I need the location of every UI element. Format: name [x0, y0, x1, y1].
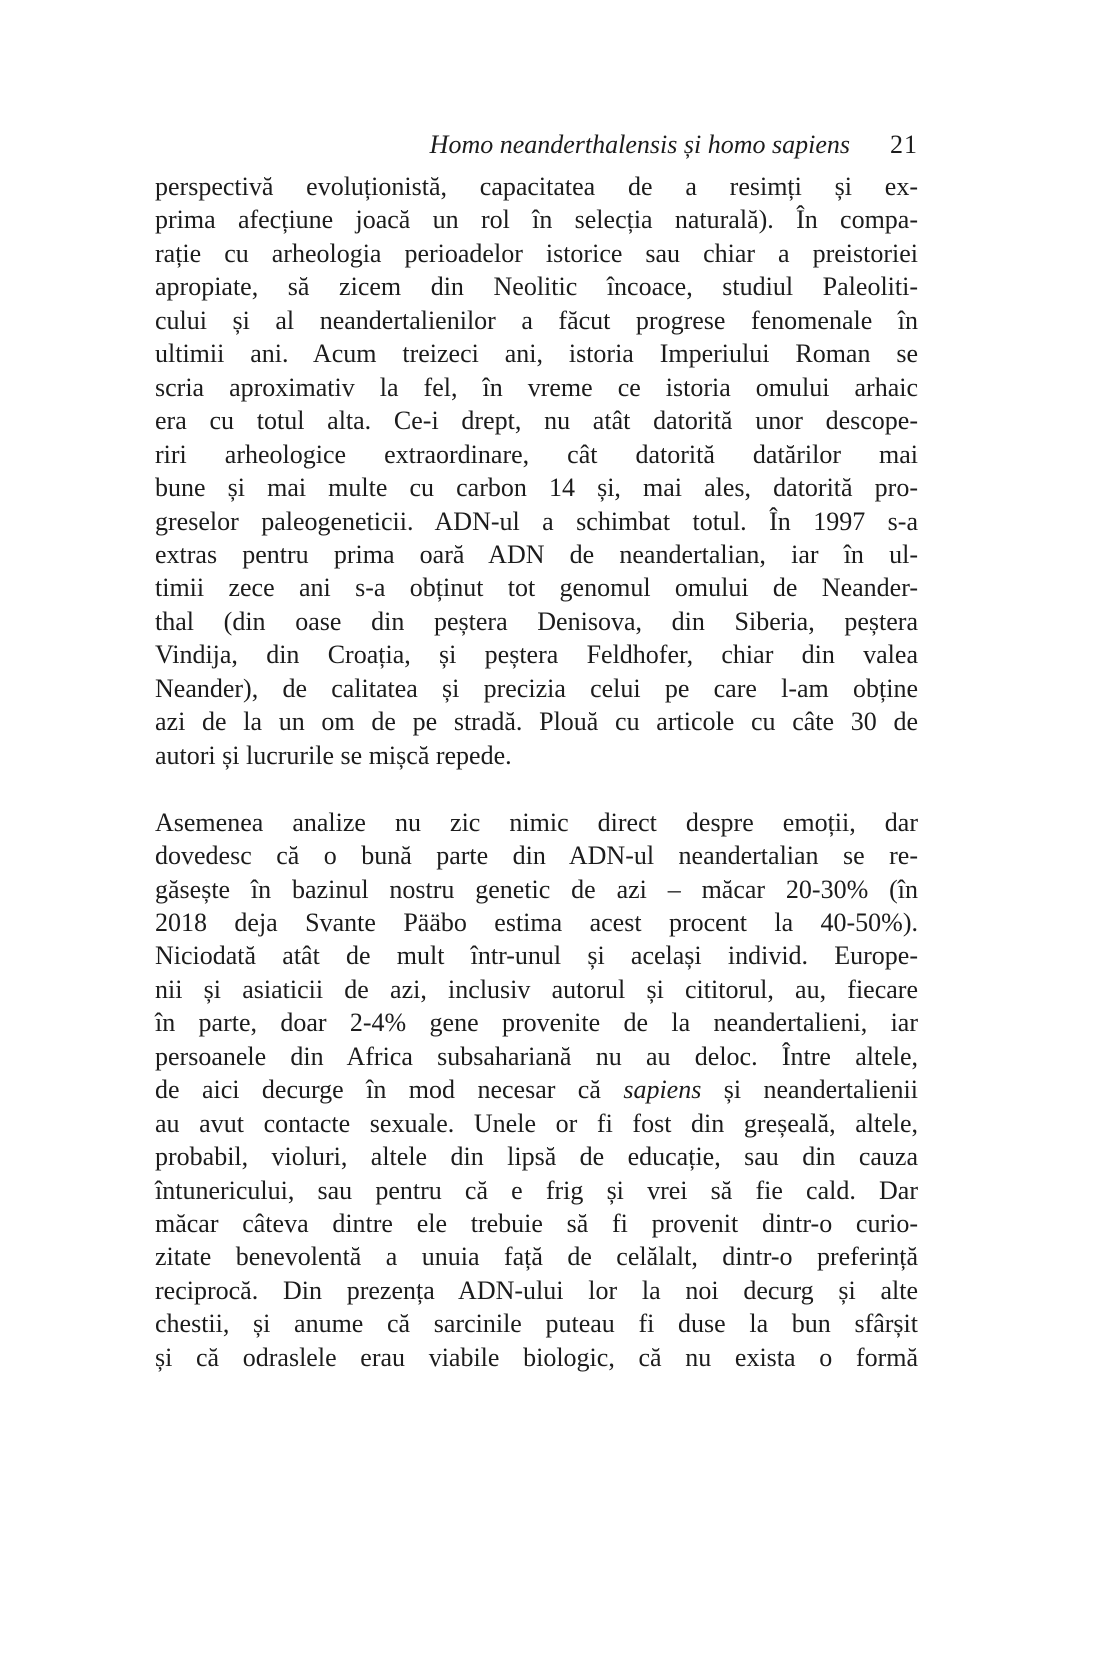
text-segment: era cu totul alta. Ce-i drept, nu atât datorită unor descope- — [155, 406, 918, 436]
text-segment: thal (din oase din peștera Denisova, din Siberia, peștera — [155, 606, 918, 636]
text-line — [155, 1006, 918, 1039]
text-line — [155, 203, 918, 236]
paragraph — [155, 806, 918, 1375]
text-segment: și neandertalienii — [701, 1075, 918, 1105]
text-line — [155, 505, 918, 538]
text-line — [155, 839, 918, 872]
text-segment: ultimii ani. Acum treizeci ani, istoria Imperiului Roman se — [155, 339, 918, 369]
text-segment: prima afecțiune joacă un rol în selecția naturală). În compa- — [155, 205, 918, 235]
text-segment: de aici decurge în mod necesar că — [155, 1075, 624, 1105]
text-segment: Neander), de calitatea și precizia celui pe care l-am obține — [155, 673, 918, 703]
text-segment: rație cu arheologia perioadelor istorice sau chiar a preistoriei — [155, 238, 918, 268]
text-segment: zitate benevolentă a unuia față de celălalt, dintr-o preferință — [155, 1242, 918, 1272]
text-segment: cului și al neandertalienilor a făcut progrese fenomenale în — [155, 305, 918, 335]
text-line — [155, 438, 918, 471]
text-segment: dovedesc că o bună parte din ADN-ul neandertalian se re- — [155, 841, 918, 871]
text-line — [155, 538, 918, 571]
text-line — [155, 270, 918, 303]
text-line — [155, 170, 918, 203]
text-line — [155, 1174, 918, 1207]
text-segment: perspectivă evoluționistă, capacitatea de a resimți și ex- — [155, 172, 918, 201]
text-segment: riri arheologice extraordinare, cât datorită datărilor mai — [155, 439, 918, 469]
text-line — [155, 973, 918, 1006]
text-segment: Niciodată atât de mult într-unul și același individ. Europe- — [155, 941, 918, 971]
text-line — [155, 571, 918, 604]
text-line — [155, 471, 918, 504]
text-line — [155, 237, 918, 270]
text-segment: măcar câteva dintre ele trebuie să fi provenit dintr-o curio- — [155, 1209, 918, 1239]
text-line — [155, 1307, 918, 1340]
text-line — [155, 1341, 918, 1374]
text-line — [155, 1140, 918, 1173]
running-head — [155, 128, 918, 161]
text-segment: autori și lucrurile se mișcă repede. — [155, 740, 512, 770]
text-line — [155, 739, 918, 772]
running-head-title: Homo neanderthalensis și homo sapiens — [429, 130, 850, 159]
text-segment: întunericului, sau pentru că e frig și vrei să fie cald. Dar — [155, 1175, 918, 1205]
text-line — [155, 806, 918, 839]
text-segment: Vindija, din Croația, și peștera Feldhofer, chiar din valea — [155, 640, 918, 670]
italic-text-segment: sapiens — [623, 1075, 702, 1105]
text-line — [155, 873, 918, 906]
text-segment: Asemenea analize nu zic nimic direct despre emoții, dar — [155, 807, 918, 837]
text-line — [155, 304, 918, 337]
text-line — [155, 672, 918, 705]
text-block — [155, 170, 918, 1374]
text-segment: în parte, doar 2-4% gene provenite de la neandertalieni, iar — [155, 1008, 918, 1038]
text-segment: reciprocă. Din prezența ADN-ului lor la noi decurg și alte — [155, 1275, 918, 1305]
text-line — [155, 605, 918, 638]
text-segment: greselor paleogeneticii. ADN-ul a schimbat totul. În 1997 s-a — [155, 506, 918, 536]
text-segment: și că odraslele erau viabile biologic, că nu exista o formă — [155, 1342, 918, 1372]
text-segment: extras pentru prima oară ADN de neandertalian, iar în ul- — [155, 539, 918, 569]
page-number: 21 — [890, 130, 918, 159]
text-line — [155, 1240, 918, 1273]
text-line — [155, 1073, 918, 1106]
text-segment: bune și mai multe cu carbon 14 și, mai ales, datorită pro- — [155, 473, 918, 503]
text-line — [155, 1107, 918, 1140]
text-segment: nii și asiaticii de azi, inclusiv autorul și cititorul, au, fiecare — [155, 974, 918, 1004]
text-line — [155, 404, 918, 437]
text-line — [155, 705, 918, 738]
text-line — [155, 939, 918, 972]
text-segment: persoanele din Africa subsahariană nu au deloc. Între altele, — [155, 1041, 918, 1071]
text-segment: scria aproximativ la fel, în vreme ce istoria omului arhaic — [155, 372, 918, 402]
text-line — [155, 638, 918, 671]
text-segment: găsește în bazinul nostru genetic de azi – măcar 20-30% (în — [155, 874, 918, 904]
text-segment: timii zece ani s-a obținut tot genomul omului de Neander- — [155, 573, 918, 603]
text-line — [155, 371, 918, 404]
text-line — [155, 1207, 918, 1240]
text-segment: au avut contacte sexuale. Unele or fi fost din greșeală, altele, — [155, 1108, 918, 1138]
text-segment: apropiate, să zicem din Neolitic încoace, studiul Paleoliti- — [155, 272, 918, 302]
text-segment: 2018 deja Svante Pääbo estima acest procent la 40-50%). — [155, 907, 918, 937]
text-line — [155, 337, 918, 370]
text-segment: probabil, violuri, altele din lipsă de educație, sau din cauza — [155, 1142, 918, 1172]
text-line — [155, 1040, 918, 1073]
text-line — [155, 906, 918, 939]
text-line — [155, 1274, 918, 1307]
text-segment: azi de la un om de pe stradă. Plouă cu articole cu câte 30 de — [155, 707, 918, 737]
text-segment: chestii, și anume că sarcinile puteau fi duse la bun sfârșit — [155, 1309, 918, 1339]
paragraph — [155, 170, 918, 772]
